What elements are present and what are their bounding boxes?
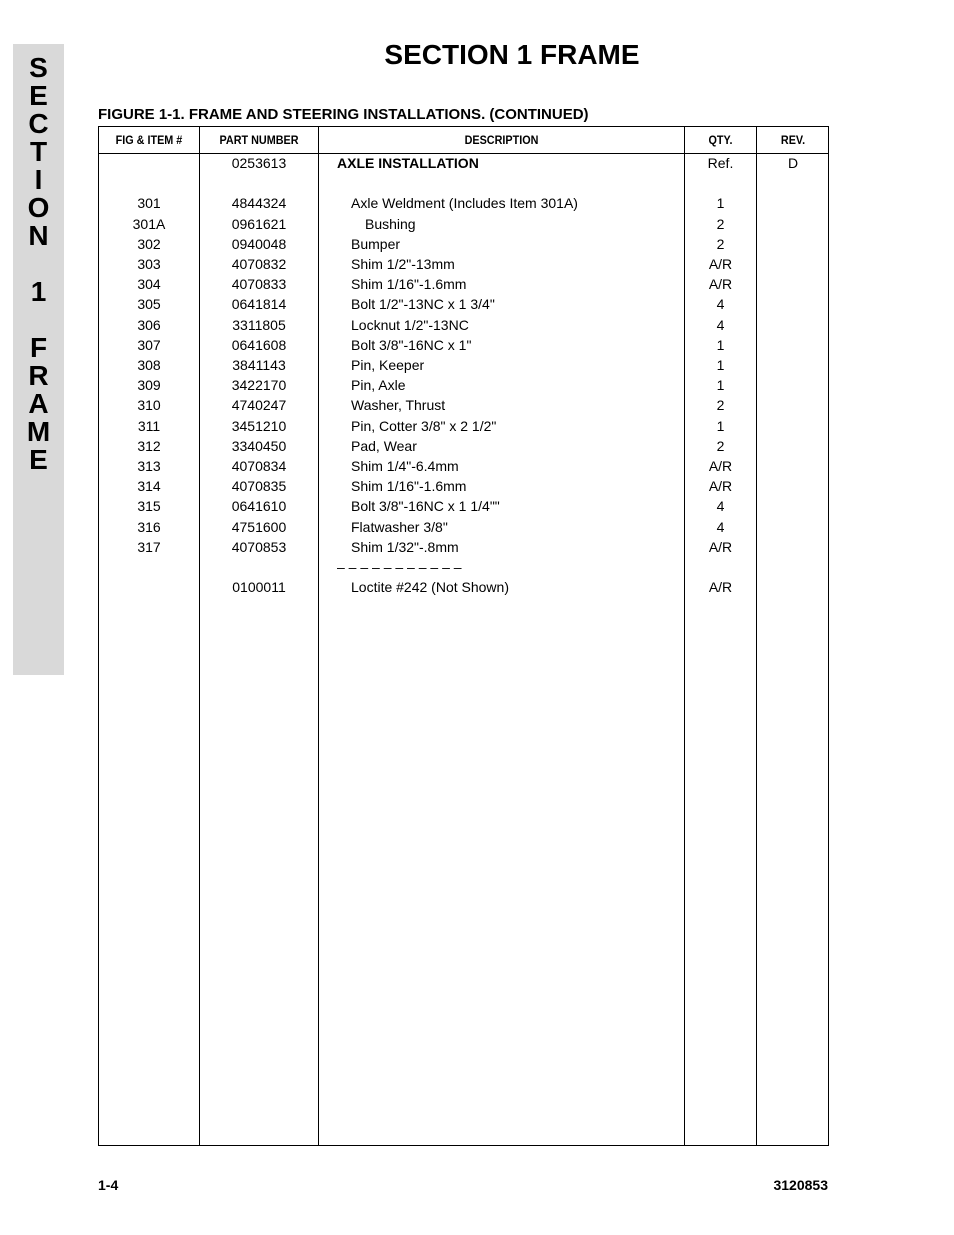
parts-table — [98, 126, 829, 1146]
cell-description: Bushing — [365, 215, 416, 232]
cell-description: Pin, Cotter 3/8" x 2 1/2" — [351, 417, 497, 434]
header-item: FIG & ITEM # — [115, 133, 183, 147]
cell-description: Bolt 3/8"-16NC x 1" — [351, 336, 472, 353]
side-tab-letter: I — [34, 164, 43, 195]
cell-item: 303 — [137, 256, 161, 272]
cell-item: 317 — [137, 538, 161, 555]
cell-description: Washer, Thrust — [351, 397, 446, 414]
side-tab-letter: R — [28, 360, 49, 391]
table-row — [99, 193, 830, 213]
cell-description: Locknut 1/2"-13NC — [351, 316, 469, 333]
header-rev: REV. — [780, 133, 806, 147]
cell-qty: A/R — [708, 478, 733, 495]
cell-part-number: 4751600 — [231, 518, 287, 535]
side-tab-letter: A — [28, 388, 49, 419]
cell-description: – – – – – – – – – – – — [337, 559, 462, 575]
cell-item: 314 — [137, 478, 161, 495]
cell-qty: 2 — [716, 235, 725, 252]
cell-item: 304 — [137, 276, 161, 293]
cell-qty: A/R — [708, 458, 733, 474]
table-row — [99, 153, 830, 173]
cell-part-number: 4070832 — [231, 256, 287, 272]
table-row — [99, 476, 830, 496]
cell-description: Bolt 1/2"-13NC x 1 3/4" — [351, 296, 495, 313]
cell-part-number: 4844324 — [231, 195, 287, 212]
cell-description: Flatwasher 3/8" — [351, 518, 448, 535]
cell-part-number: 0100011 — [232, 579, 286, 596]
cell-part-number: 0641814 — [231, 296, 287, 313]
cell-part-number: 3340450 — [231, 437, 287, 454]
table-row — [99, 294, 830, 314]
cell-description: Shim 1/32"-.8mm — [351, 538, 459, 555]
cell-qty: 2 — [716, 397, 725, 414]
cell-qty: 1 — [716, 336, 725, 353]
cell-item: 308 — [137, 357, 161, 373]
table-row — [99, 214, 830, 234]
side-tab-letter: 1 — [30, 276, 47, 307]
cell-description: Axle Weldment (Includes Item 301A) — [351, 195, 578, 212]
cell-qty: 4 — [716, 296, 725, 313]
table-row — [99, 234, 830, 254]
cell-description: Bumper — [351, 235, 401, 252]
cell-description: Shim 1/4"-6.4mm — [351, 458, 459, 474]
cell-part-number: 0940048 — [231, 235, 287, 252]
cell-qty: A/R — [708, 276, 733, 293]
cell-part-number: 0641610 — [231, 498, 287, 515]
cell-qty: 1 — [716, 417, 725, 434]
cell-qty: 1 — [716, 195, 725, 212]
cell-part-number: 3311805 — [232, 316, 286, 333]
cell-part-number: 4070833 — [231, 276, 287, 293]
side-tab-letter: E — [29, 444, 48, 475]
cell-part-number: 4070835 — [231, 478, 287, 495]
cell-qty: 2 — [716, 215, 725, 232]
cell-qty: 4 — [716, 518, 725, 535]
cell-description: Bolt 3/8"-16NC x 1 1/4"" — [351, 498, 500, 515]
page-title: SECTION 1 FRAME — [384, 39, 640, 70]
header-qty: QTY. — [708, 133, 733, 147]
cell-part-number: 0641608 — [231, 336, 287, 353]
cell-qty: 1 — [716, 377, 725, 394]
cell-part-number: 3422170 — [231, 377, 287, 394]
cell-item: 302 — [137, 235, 161, 252]
cell-qty: 1 — [716, 357, 725, 373]
document-number: 3120853 — [773, 1177, 828, 1193]
figure-title: FIGURE 1-1. FRAME AND STEERING INSTALLATIONS. (CONTINUED) — [98, 106, 589, 123]
side-tab-letter: F — [29, 332, 48, 363]
cell-qty: 4 — [716, 498, 725, 515]
cell-description: Shim 1/2"-13mm — [351, 256, 455, 272]
cell-item: 309 — [137, 377, 161, 394]
cell-part-number: 4070853 — [231, 538, 287, 555]
side-tab-letter: E — [29, 80, 48, 111]
section-side-tab — [13, 44, 64, 675]
cell-part-number: 4070834 — [231, 458, 287, 474]
cell-description: AXLE INSTALLATION — [337, 155, 479, 171]
cell-qty: 4 — [716, 316, 725, 333]
cell-item: 310 — [137, 397, 161, 414]
table-row — [99, 557, 830, 577]
side-tab-letter: M — [26, 416, 51, 447]
cell-description: Pin, Keeper — [351, 357, 425, 373]
cell-qty: A/R — [708, 538, 733, 555]
cell-description: Pad, Wear — [351, 437, 417, 454]
cell-qty: Ref. — [707, 155, 734, 171]
cell-description: Shim 1/16"-1.6mm — [351, 478, 467, 495]
cell-item: 301A — [132, 215, 166, 232]
table-row — [99, 375, 830, 395]
side-tab-letter: T — [29, 136, 48, 167]
page-number: 1-4 — [98, 1177, 119, 1193]
table-row — [99, 537, 830, 557]
cell-rev: D — [787, 155, 799, 171]
table-row — [99, 577, 830, 597]
table-row — [99, 315, 830, 335]
side-tab-letter: O — [27, 192, 50, 223]
cell-item: 301 — [137, 195, 161, 212]
cell-item: 313 — [137, 458, 161, 474]
cell-description: Pin, Axle — [351, 377, 406, 394]
cell-qty: A/R — [708, 579, 733, 596]
table-row — [99, 355, 830, 375]
cell-item: 306 — [137, 316, 161, 333]
cell-qty: 2 — [716, 437, 725, 454]
cell-qty: A/R — [708, 256, 733, 272]
cell-item: 316 — [137, 518, 161, 535]
cell-item: 307 — [137, 336, 161, 353]
table-row — [99, 496, 830, 516]
cell-description: Loctite #242 (Not Shown) — [351, 579, 509, 596]
side-tab-letter: S — [29, 52, 48, 83]
cell-item: 311 — [137, 417, 161, 434]
table-row — [99, 456, 830, 476]
cell-part-number: 4740247 — [231, 397, 287, 414]
table-row — [99, 335, 830, 355]
cell-part-number: 3841143 — [232, 357, 286, 373]
side-tab-letter: C — [28, 108, 49, 139]
cell-description: Shim 1/16"-1.6mm — [351, 276, 467, 293]
side-tab-letter: N — [28, 220, 49, 251]
cell-part-number: 3451210 — [231, 417, 287, 434]
table-row — [99, 517, 830, 537]
table-row — [99, 395, 830, 415]
table-row — [99, 436, 830, 456]
header-part-number: PART NUMBER — [219, 133, 299, 147]
table-row — [99, 416, 830, 436]
header-description: DESCRIPTION — [464, 133, 539, 147]
cell-item: 315 — [137, 498, 161, 515]
cell-item: 305 — [137, 296, 161, 313]
table-row — [99, 254, 830, 274]
cell-item: 312 — [137, 437, 161, 454]
table-row — [99, 274, 830, 294]
cell-part-number: 0253613 — [231, 155, 287, 171]
cell-part-number: 0961621 — [231, 215, 287, 232]
table-row — [99, 173, 830, 193]
